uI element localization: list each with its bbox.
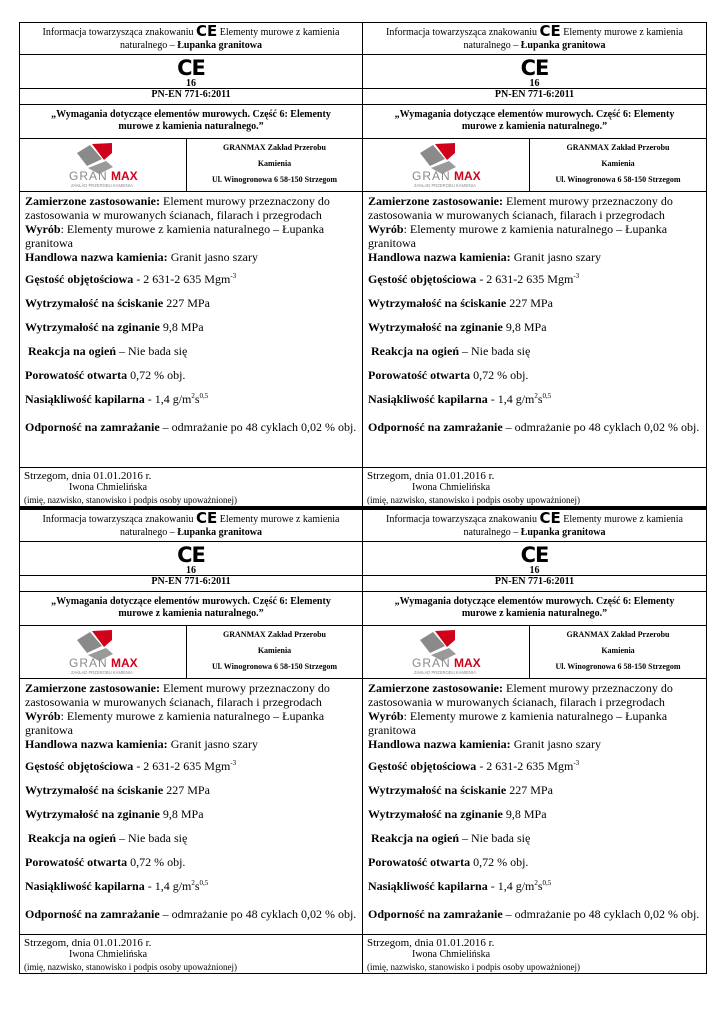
standard-block bbox=[20, 576, 362, 625]
fire-value: – Nie bada się bbox=[116, 344, 188, 358]
signature-note: (imię, nazwisko, stanowisko i podpis osoby upoważnionej) bbox=[24, 962, 237, 972]
product-label: Wyrób bbox=[368, 709, 404, 723]
trade-label: Handlowa nazwa kamienia: bbox=[25, 250, 168, 264]
bend-value: 9,8 MPa bbox=[502, 807, 547, 821]
standard-title: „Wymagania dotyczące elementów murowych. Część 6: Elementy murowe z kamienia naturalnego.” bbox=[394, 596, 675, 619]
absorb-exp: 0,5 bbox=[199, 392, 209, 400]
granmax-logo bbox=[363, 626, 530, 678]
standard-title: „Wymagania dotyczące elementów murowych. Część 6: Elementy murowe z kamienia naturalnego.” bbox=[51, 596, 331, 619]
granmax-logo bbox=[20, 626, 187, 678]
use-label: Zamierzone zastosowanie: bbox=[25, 681, 160, 695]
use-value: Element murowy przeznaczony do zastosowania w murowanych ścianach, filarach i przegrodach bbox=[25, 194, 330, 222]
porosity-value: 0,72 % obj. bbox=[127, 368, 186, 382]
standard-block bbox=[363, 576, 706, 625]
absorb-exp: 0,5 bbox=[542, 879, 552, 887]
logo-tagline: ZAKŁAD PRZEROBU KAMIENIA bbox=[71, 670, 133, 675]
absorb-label: Nasiąkliwość kapilarna bbox=[368, 392, 488, 406]
absorb-label: Nasiąkliwość kapilarna bbox=[368, 879, 488, 893]
card-header bbox=[363, 510, 706, 542]
card-header bbox=[20, 510, 362, 542]
company-block bbox=[20, 625, 362, 679]
density-label: Gęstość objętościowa bbox=[368, 272, 477, 286]
density-label: Gęstość objętościowa bbox=[25, 272, 134, 286]
header-text: Elementy murowe z kamienia bbox=[563, 514, 683, 525]
company-address bbox=[530, 139, 706, 191]
absorb-value: - 1,4 g/m bbox=[144, 392, 192, 406]
trade-value: Granit jasno szary bbox=[167, 737, 258, 751]
signature-note: (imię, nazwisko, stanowisko i podpis osoby upoważnionej) bbox=[24, 495, 237, 505]
product-name: Łupanka granitowa bbox=[520, 40, 606, 51]
header-text: Informacja towarzysząca znakowaniu bbox=[386, 514, 538, 525]
ce-mark-icon: CE bbox=[539, 22, 561, 40]
use-label: Zamierzone zastosowanie: bbox=[25, 194, 160, 208]
header-text: Elementy murowe z kamienia bbox=[563, 27, 683, 38]
absorb-unit: s bbox=[194, 392, 200, 406]
company-name: GRANMAX Zakład Przerobu bbox=[223, 630, 326, 639]
header-text: Elementy murowe z kamienia bbox=[219, 514, 340, 525]
signature-note: (imię, nazwisko, stanowisko i podpis osoby upoważnionej) bbox=[367, 962, 580, 972]
properties-block bbox=[363, 192, 706, 467]
fire-label: Reakcja na ogień bbox=[371, 831, 459, 845]
ce-year: 16 bbox=[529, 565, 540, 576]
density-value: - 2 631-2 635 Mgm bbox=[476, 759, 574, 773]
header-text: naturalnego – bbox=[120, 40, 178, 51]
company-street: Ul. Winogronowa 6 58-150 Strzegom bbox=[555, 662, 681, 671]
frost-value: – odmrażanie po 48 cyklach 0,02 % obj. bbox=[502, 907, 700, 921]
ce-mark-icon: CE bbox=[520, 56, 549, 80]
absorb-exp: 0,5 bbox=[199, 879, 209, 887]
card-header bbox=[363, 23, 706, 55]
ce-box bbox=[20, 55, 362, 89]
product-name: Łupanka granitowa bbox=[177, 527, 262, 538]
compress-value: 227 MPa bbox=[506, 296, 553, 310]
porosity-label: Porowatość otwarta bbox=[368, 368, 471, 382]
logo-tagline: ZAKŁAD PRZEROBU KAMIENIA bbox=[71, 183, 133, 188]
company-block bbox=[363, 625, 706, 679]
standard-block bbox=[363, 89, 706, 138]
product-name: Łupanka granitowa bbox=[177, 40, 262, 51]
density-exp: -3 bbox=[230, 759, 237, 767]
ce-mark-icon: CE bbox=[177, 543, 205, 567]
signature-block bbox=[20, 934, 362, 973]
compress-label: Wytrzymałość na ściskanie bbox=[25, 296, 164, 310]
logo-max: MAX bbox=[111, 656, 138, 670]
product-value: : Elementy murowe z kamienia naturalnego – Łupanka granitowa bbox=[368, 709, 668, 737]
granmax-logo bbox=[20, 139, 187, 191]
porosity-value: 0,72 % obj. bbox=[470, 855, 529, 869]
label-card bbox=[19, 22, 363, 507]
density-value: - 2 631-2 635 Mgm bbox=[133, 759, 231, 773]
header-text: Informacja towarzysząca znakowaniu bbox=[42, 514, 194, 525]
absorb-value: - 1,4 g/m bbox=[487, 392, 535, 406]
standard-title: „Wymagania dotyczące elementów murowych. Część 6: Elementy murowe z kamienia naturalnego.” bbox=[51, 109, 331, 132]
header-text: Informacja towarzysząca znakowaniu bbox=[42, 27, 194, 38]
company-name: Kamienia bbox=[257, 646, 292, 655]
compress-label: Wytrzymałość na ściskanie bbox=[368, 296, 507, 310]
standard-code: PN-EN 771-6:2011 bbox=[20, 576, 362, 592]
absorb-exp: 2 bbox=[534, 392, 538, 400]
product-label: Wyrób bbox=[368, 222, 404, 236]
frost-value: – odmrażanie po 48 cyklach 0,02 % obj. bbox=[159, 420, 357, 434]
granmax-logo bbox=[363, 139, 530, 191]
signature-block bbox=[363, 934, 706, 973]
density-label: Gęstość objętościowa bbox=[368, 759, 477, 773]
porosity-value: 0,72 % obj. bbox=[470, 368, 529, 382]
company-street: Ul. Winogronowa 6 58-150 Strzegom bbox=[555, 175, 681, 184]
header-text: Informacja towarzysząca znakowaniu bbox=[386, 27, 538, 38]
ce-mark-icon: CE bbox=[196, 22, 218, 40]
absorb-exp: 2 bbox=[191, 879, 195, 887]
signer-name: Iwona Chmielińska bbox=[69, 482, 148, 493]
density-value: - 2 631-2 635 Mgm bbox=[133, 272, 231, 286]
company-address bbox=[187, 626, 362, 678]
density-value: - 2 631-2 635 Mgm bbox=[476, 272, 574, 286]
use-value: Element murowy przeznaczony do zastosowania w murowanych ścianach, filarach i przegrodach bbox=[368, 194, 673, 222]
absorb-value: - 1,4 g/m bbox=[487, 879, 535, 893]
properties-block bbox=[20, 192, 362, 467]
signature-note: (imię, nazwisko, stanowisko i podpis osoby upoważnionej) bbox=[367, 495, 580, 505]
place-date: Strzegom, dnia 01.01.2016 r. bbox=[367, 470, 495, 482]
frost-label: Odporność na zamrażanie bbox=[25, 907, 160, 921]
absorb-label: Nasiąkliwość kapilarna bbox=[25, 392, 145, 406]
absorb-unit: s bbox=[537, 879, 543, 893]
product-label: Wyrób bbox=[25, 709, 61, 723]
logo-max: MAX bbox=[111, 169, 138, 183]
density-label: Gęstość objętościowa bbox=[25, 759, 134, 773]
fire-label: Reakcja na ogień bbox=[28, 831, 116, 845]
label-card bbox=[363, 509, 707, 974]
fire-label: Reakcja na ogień bbox=[28, 344, 116, 358]
company-name: Kamienia bbox=[257, 159, 292, 168]
ce-year: 16 bbox=[529, 78, 540, 89]
header-text: naturalnego – bbox=[463, 527, 521, 538]
ce-mark-icon: CE bbox=[177, 56, 205, 80]
bend-label: Wytrzymałość na zginanie bbox=[25, 320, 160, 334]
trade-label: Handlowa nazwa kamienia: bbox=[25, 737, 168, 751]
product-value: : Elementy murowe z kamienia naturalnego – Łupanka granitowa bbox=[25, 709, 325, 737]
standard-code: PN-EN 771-6:2011 bbox=[363, 89, 706, 105]
product-value: : Elementy murowe z kamienia naturalnego – Łupanka granitowa bbox=[368, 222, 668, 250]
fire-value: – Nie bada się bbox=[116, 831, 188, 845]
ce-mark-icon: CE bbox=[539, 509, 561, 527]
signer-name: Iwona Chmielińska bbox=[412, 482, 491, 493]
frost-value: – odmrażanie po 48 cyklach 0,02 % obj. bbox=[159, 907, 357, 921]
standard-block bbox=[20, 89, 362, 138]
bend-label: Wytrzymałość na zginanie bbox=[25, 807, 160, 821]
place-date: Strzegom, dnia 01.01.2016 r. bbox=[24, 470, 152, 482]
ce-box bbox=[363, 542, 706, 576]
absorb-label: Nasiąkliwość kapilarna bbox=[25, 879, 145, 893]
ce-box bbox=[20, 542, 362, 576]
card-header bbox=[20, 23, 362, 55]
properties-block bbox=[363, 679, 706, 934]
frost-label: Odporność na zamrażanie bbox=[25, 420, 160, 434]
fire-value: – Nie bada się bbox=[459, 344, 531, 358]
bend-value: 9,8 MPa bbox=[159, 320, 204, 334]
product-value: : Elementy murowe z kamienia naturalnego – Łupanka granitowa bbox=[25, 222, 325, 250]
fire-label: Reakcja na ogień bbox=[371, 344, 459, 358]
label-card bbox=[363, 22, 707, 507]
use-value: Element murowy przeznaczony do zastosowania w murowanych ścianach, filarach i przegrodach bbox=[25, 681, 330, 709]
bend-value: 9,8 MPa bbox=[502, 320, 547, 334]
density-exp: -3 bbox=[573, 759, 580, 767]
standard-code: PN-EN 771-6:2011 bbox=[363, 576, 706, 592]
bend-value: 9,8 MPa bbox=[159, 807, 204, 821]
compress-label: Wytrzymałość na ściskanie bbox=[368, 783, 507, 797]
logo-tagline: ZAKŁAD PRZEROBU KAMIENIA bbox=[414, 670, 476, 675]
ce-year: 16 bbox=[186, 78, 196, 89]
logo-gran: GRAN bbox=[412, 169, 451, 183]
bend-label: Wytrzymałość na zginanie bbox=[368, 807, 503, 821]
company-block bbox=[363, 138, 706, 192]
compress-value: 227 MPa bbox=[163, 296, 210, 310]
fire-value: – Nie bada się bbox=[459, 831, 531, 845]
standard-title: „Wymagania dotyczące elementów murowych. Część 6: Elementy murowe z kamienia naturalnego.” bbox=[394, 109, 675, 132]
logo-gran: GRAN bbox=[69, 169, 108, 183]
signer-name: Iwona Chmielińska bbox=[69, 949, 148, 960]
use-label: Zamierzone zastosowanie: bbox=[368, 194, 503, 208]
logo-max: MAX bbox=[454, 169, 481, 183]
label-card bbox=[19, 509, 363, 974]
logo-tagline: ZAKŁAD PRZEROBU KAMIENIA bbox=[414, 183, 476, 188]
header-text: naturalnego – bbox=[120, 527, 178, 538]
compress-label: Wytrzymałość na ściskanie bbox=[25, 783, 164, 797]
use-value: Element murowy przeznaczony do zastosowania w murowanych ścianach, filarach i przegrodach bbox=[368, 681, 673, 709]
absorb-exp: 2 bbox=[191, 392, 195, 400]
absorb-unit: s bbox=[194, 879, 200, 893]
company-address bbox=[187, 139, 362, 191]
trade-value: Granit jasno szary bbox=[167, 250, 258, 264]
logo-gran: GRAN bbox=[69, 656, 108, 670]
product-name: Łupanka granitowa bbox=[520, 527, 606, 538]
standard-code: PN-EN 771-6:2011 bbox=[20, 89, 362, 105]
company-name: Kamienia bbox=[601, 646, 635, 655]
absorb-value: - 1,4 g/m bbox=[144, 879, 192, 893]
top-row bbox=[19, 22, 707, 507]
header-text: naturalnego – bbox=[463, 40, 521, 51]
company-address bbox=[530, 626, 706, 678]
company-name: GRANMAX Zakład Przerobu bbox=[566, 143, 670, 152]
company-name: GRANMAX Zakład Przerobu bbox=[566, 630, 670, 639]
signature-block bbox=[20, 467, 362, 506]
trade-label: Handlowa nazwa kamienia: bbox=[368, 250, 511, 264]
product-label: Wyrób bbox=[25, 222, 61, 236]
bottom-row bbox=[19, 507, 707, 974]
frost-value: – odmrażanie po 48 cyklach 0,02 % obj. bbox=[502, 420, 700, 434]
signer-name: Iwona Chmielińska bbox=[412, 949, 491, 960]
logo-gran: GRAN bbox=[412, 656, 451, 670]
logo-max: MAX bbox=[454, 656, 481, 670]
place-date: Strzegom, dnia 01.01.2016 r. bbox=[367, 937, 495, 949]
absorb-exp: 2 bbox=[534, 879, 538, 887]
signature-block bbox=[363, 467, 706, 506]
properties-block bbox=[20, 679, 362, 934]
ce-mark-icon: CE bbox=[196, 509, 218, 527]
compress-value: 227 MPa bbox=[163, 783, 210, 797]
absorb-exp: 0,5 bbox=[542, 392, 552, 400]
frost-label: Odporność na zamrażanie bbox=[368, 907, 503, 921]
use-label: Zamierzone zastosowanie: bbox=[368, 681, 503, 695]
header-text: Elementy murowe z kamienia bbox=[219, 27, 340, 38]
compress-value: 227 MPa bbox=[506, 783, 553, 797]
density-exp: -3 bbox=[230, 272, 237, 280]
ce-box bbox=[363, 55, 706, 89]
company-block bbox=[20, 138, 362, 192]
declaration-sheet bbox=[19, 22, 707, 974]
porosity-label: Porowatość otwarta bbox=[25, 368, 128, 382]
company-name: Kamienia bbox=[601, 159, 635, 168]
porosity-value: 0,72 % obj. bbox=[127, 855, 186, 869]
frost-label: Odporność na zamrażanie bbox=[368, 420, 503, 434]
company-street: Ul. Winogronowa 6 58-150 Strzegom bbox=[211, 175, 338, 184]
trade-value: Granit jasno szary bbox=[510, 737, 601, 751]
place-date: Strzegom, dnia 01.01.2016 r. bbox=[24, 937, 152, 949]
company-name: GRANMAX Zakład Przerobu bbox=[223, 143, 326, 152]
ce-year: 16 bbox=[186, 565, 196, 576]
trade-value: Granit jasno szary bbox=[510, 250, 601, 264]
ce-mark-icon: CE bbox=[520, 543, 549, 567]
porosity-label: Porowatość otwarta bbox=[368, 855, 471, 869]
density-exp: -3 bbox=[573, 272, 580, 280]
trade-label: Handlowa nazwa kamienia: bbox=[368, 737, 511, 751]
bend-label: Wytrzymałość na zginanie bbox=[368, 320, 503, 334]
company-street: Ul. Winogronowa 6 58-150 Strzegom bbox=[211, 662, 338, 671]
absorb-unit: s bbox=[537, 392, 543, 406]
porosity-label: Porowatość otwarta bbox=[25, 855, 128, 869]
